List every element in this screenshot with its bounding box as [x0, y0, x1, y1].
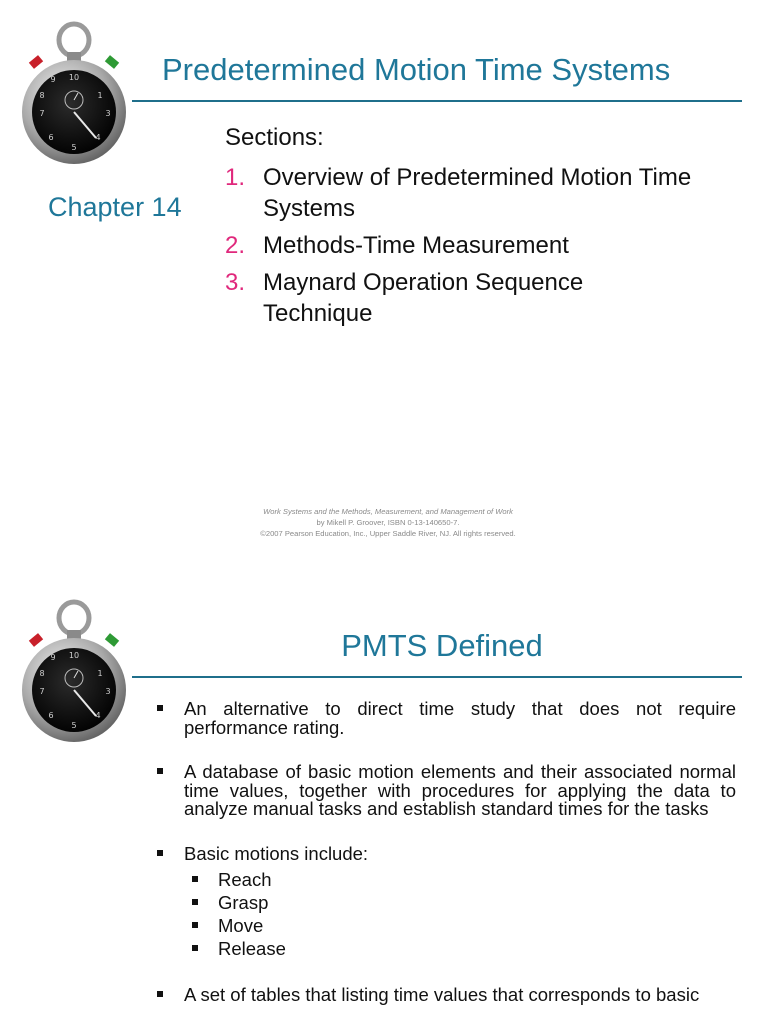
bullet-item: [156, 700, 736, 737]
title-divider: [132, 676, 742, 678]
stopwatch-icon: [18, 16, 130, 166]
title-divider: [132, 100, 742, 102]
section-text: Overview of Predetermined Motion Time Systems: [263, 164, 692, 222]
bullet-text: A set of tables that listing time values that corresponds to basic: [184, 984, 700, 1005]
slide-title-text: Predetermined Motion Time Systems: [162, 52, 671, 87]
bullet-item: [156, 986, 736, 1005]
section-item: [225, 162, 695, 224]
sections-list: [225, 162, 695, 335]
section-item: [225, 267, 695, 329]
footer-book-title: Work Systems and the Methods, Measurement, and Management of Work: [263, 507, 513, 516]
bullet-text: An alternative to direct time study that does not require performance rating.: [184, 698, 736, 738]
footer-copyright: ©2007 Pearson Education, Inc., Upper Saddle River, NJ. All rights reserved.: [260, 529, 516, 538]
sub-bullet-item: Grasp: [184, 891, 736, 914]
sub-bullet-item: Release: [184, 937, 736, 960]
bullet-text: A database of basic motion elements and their associated normal time values, together with procedures for applying the data to analyze manual tasks and establish standard times for the tasks: [184, 761, 736, 819]
section-text: Maynard Operation Sequence Technique: [263, 269, 584, 327]
section-number: 1.: [225, 164, 246, 191]
slide-footer: [0, 506, 768, 539]
bullet-text: Basic motions include:: [184, 842, 369, 864]
sub-bullet-item: Reach: [184, 868, 736, 891]
slide-title-text: PMTS Defined: [341, 628, 543, 663]
footer-author: by Mikell P. Groover, ISBN 0-13-140650-7.: [316, 518, 460, 527]
section-number: 2.: [225, 232, 246, 259]
chapter-label: Chapter 14: [48, 192, 182, 222]
sub-bullet-item: Move: [184, 914, 736, 937]
bullet-item: [156, 842, 736, 961]
bullet-list: [156, 700, 736, 1024]
slide-pmts-defined: [0, 576, 768, 1024]
sub-bullet-list: [184, 868, 736, 960]
section-text: Methods-Time Measurement: [263, 232, 569, 259]
bullet-item: [156, 763, 736, 819]
stopwatch-icon: [18, 594, 130, 744]
section-number: 3.: [225, 269, 246, 296]
sections-heading: Sections:: [225, 124, 324, 151]
section-item: [225, 230, 695, 261]
